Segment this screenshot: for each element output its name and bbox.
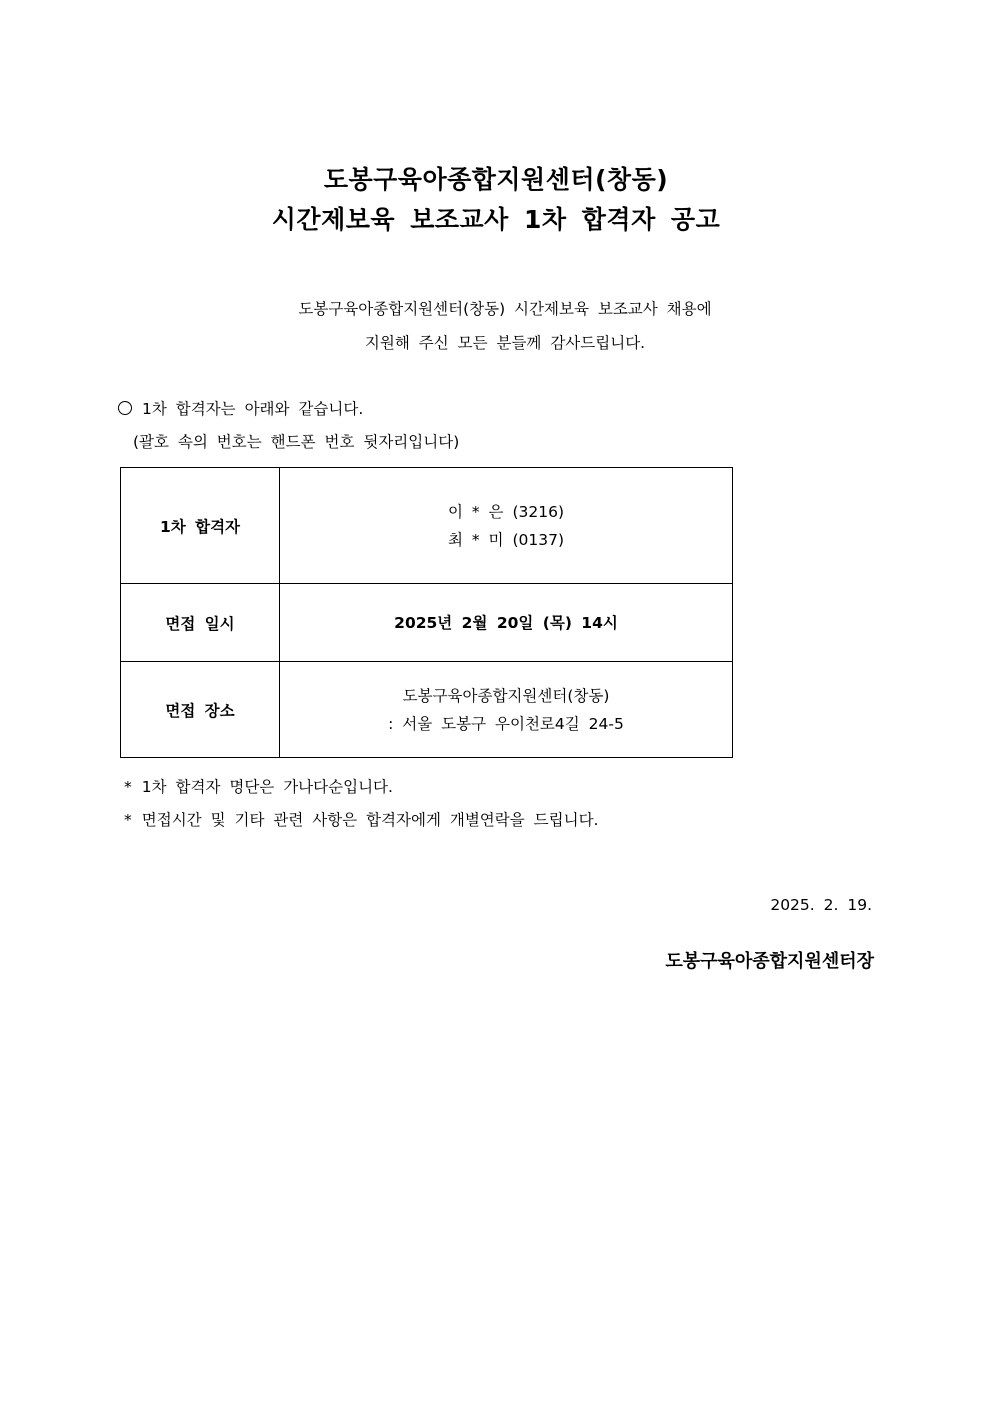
table-value-interview-location — [280, 662, 733, 758]
location-address: : 서울 도봉구 우이천로4길 24-5 — [388, 714, 624, 733]
table-value-passers — [280, 468, 733, 584]
passer-entry: 이 * 은 (3216) — [447, 502, 565, 521]
footnote — [124, 808, 598, 830]
table-value-interview-datetime — [280, 584, 733, 662]
document-date: 2025. 2. 19. — [770, 896, 872, 914]
issuer-signature: 도봉구육아종합지원센터장 — [665, 951, 874, 972]
intro-line-1: 도봉구육아종합지원센터(창동) 시간제보육 보조교사 채용에 — [298, 300, 712, 318]
interview-datetime: 2025년 2월 20일 (목) 14시 — [394, 613, 618, 632]
table-row — [121, 584, 733, 662]
passer-entry: 최 * 미 (0137) — [447, 530, 565, 549]
document-title-line-1: 도봉구육아종합지원센터(창동) — [323, 165, 669, 194]
location-name: 도봉구육아종합지원센터(창동) — [402, 686, 610, 705]
bullet-text: 1차 합격자는 아래와 같습니다. — [142, 400, 364, 418]
footnote-text: 면접시간 및 기타 관련 사항은 합격자에게 개별연락을 드립니다. — [141, 811, 599, 829]
table-label-interview-datetime: 면접 일시 — [121, 584, 280, 662]
asterisk-mark: * — [124, 778, 132, 796]
bullet-item — [118, 397, 363, 419]
intro-line-2: 지원해 주신 모든 분들께 감사드립니다. — [364, 334, 646, 352]
footnote-text: 1차 합격자 명단은 가나다순입니다. — [141, 778, 393, 796]
table-row — [121, 662, 733, 758]
footnote — [124, 775, 393, 797]
table-label-interview-location: 면접 장소 — [121, 662, 280, 758]
table-label-passers: 1차 합격자 — [121, 468, 280, 584]
document-title-line-2: 시간제보육 보조교사 1차 합격자 공고 — [271, 205, 721, 234]
parenthetical-note: (괄호 속의 번호는 핸드폰 번호 뒷자리입니다) — [133, 433, 460, 451]
circle-bullet-icon — [118, 401, 132, 415]
asterisk-mark: * — [124, 811, 132, 829]
table-row — [121, 468, 733, 584]
results-table — [120, 467, 733, 758]
